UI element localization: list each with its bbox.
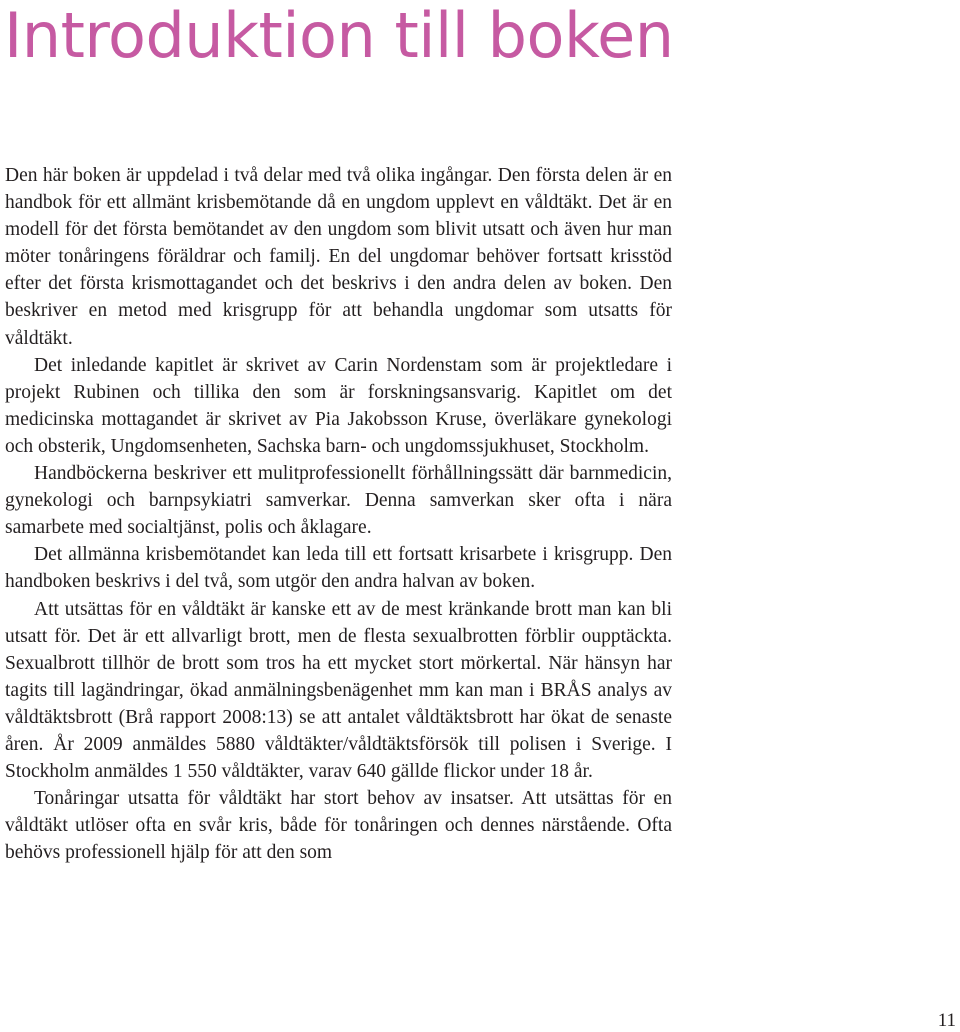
paragraph-statistics: Att utsättas för en våldtäkt är kanske ett av de mest kränkande brott man kan bli utsatt för. Det är ett allvarligt brott, men de flesta sexualbrotten förblir oupptäckta. Sexualbrott tillhör de brott som tros ha ett mycket stort mörkertal. När hänsyn har tagits till lagändringar, ökad anmälningsbenägenhet mm kan man i BRÅS analys av våldtäktsbrott (Brå rapport 2008:13) se att antalet våldtäktsbrott har ökat de senaste åren. År 2009 anmäldes 5880 våldtäkter/våldtäktsförsök till polisen i Sverige. I Stockholm anmäldes 1 550 våldtäkter, varav 640 gällde flickor under 18 år. [5,598,672,783]
paragraph-handbooks: Handböckerna beskriver ett mulitprofessionellt förhållningssätt där barnmedicin, gynekologi och barnpsykiatri samverkar. Denna samverkan sker ofta i nära samarbete med socialtjänst, polis och åklagare. [5,463,672,539]
paragraph-teenagers: Tonåringar utsatta för våldtäkt har stort behov av insatser. Att utsättas för en våldtäkt utlöser ofta en svår kris, både för tonåringen och dennes närstående. Ofta behövs professionell hjälp för att den som [5,788,672,864]
paragraph-authors: Det inledande kapitlet är skrivet av Carin Nordenstam som är projektledare i projekt Rubinen och tillika den som är forskningsansvarig. Kapitlet om det medicinska mottagandet är skrivet av Pia Jakobsson Kruse, överläkare gynekologi och obsterik, Ungdomsenheten, Sachska barn- och ungdomssjukhuset, Stockholm. [5,354,672,457]
paragraph-crisis-group: Det allmänna krisbemötandet kan leda till ett fortsatt krisarbete i krisgrupp. Den handboken beskrivs i del två, som utgör den andra halvan av boken. [5,544,672,593]
page-number: 11 [937,1010,956,1031]
paragraph-intro: Den här boken är uppdelad i två delar med två olika ingångar. Den första delen är en handbok för ett allmänt krisbemötande då en ungdom upplevt en våldtäkt. Det är en modell för det första bemötandet av den ungdom som blivit utsatt och även hur man möter tonåringens föräldrar och familj. En del ungdomar behöver fortsatt krisstöd efter det första krismottagandet och det beskrivs i den andra delen av boken. Den beskriver en metod med krisgrupp för att behandla ungdomar som utsatts för våldtäkt. [5,165,672,349]
body-text [5,162,672,866]
page-title: Introduktion till boken [4,0,674,72]
